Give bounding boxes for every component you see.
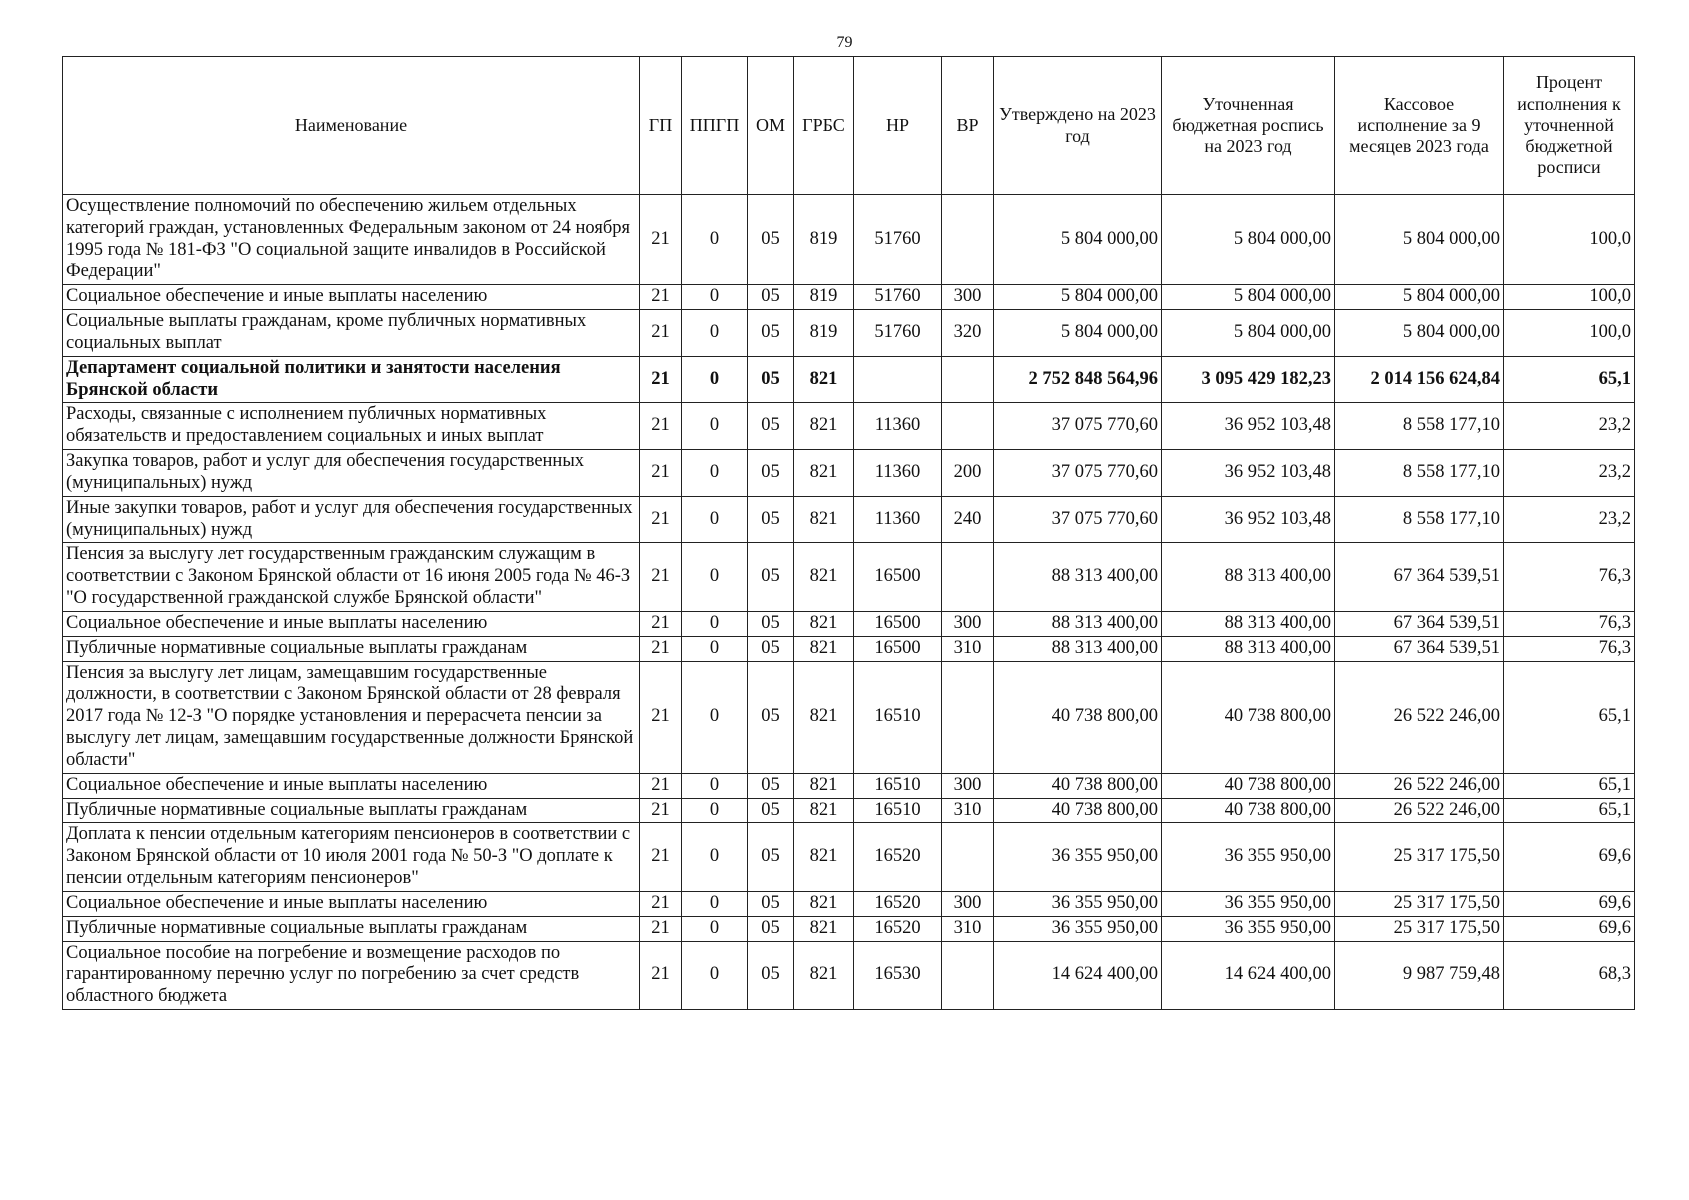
row-gp: 21 [640, 496, 682, 543]
row-name: Публичные нормативные социальные выплаты гражданам [63, 798, 640, 823]
row-name: Социальное обеспечение и иные выплаты населению [63, 611, 640, 636]
row-name: Иные закупки товаров, работ и услуг для обеспечения государственных (муниципальных) нужд [63, 496, 640, 543]
table-row [63, 636, 1635, 661]
row-refined: 40 738 800,00 [1162, 661, 1335, 773]
row-refined: 14 624 400,00 [1162, 941, 1335, 1009]
row-approved: 5 804 000,00 [994, 310, 1162, 357]
row-percent: 23,2 [1504, 450, 1635, 497]
row-ppgp: 0 [682, 285, 748, 310]
row-gp: 21 [640, 916, 682, 941]
row-percent: 69,6 [1504, 823, 1635, 891]
row-nr: 51760 [854, 310, 942, 357]
row-executed: 67 364 539,51 [1335, 611, 1504, 636]
row-grbs: 821 [794, 403, 854, 450]
row-executed: 5 804 000,00 [1335, 310, 1504, 357]
row-grbs: 821 [794, 611, 854, 636]
row-vr: 300 [942, 285, 994, 310]
row-grbs: 821 [794, 661, 854, 773]
row-ppgp: 0 [682, 916, 748, 941]
row-nr [854, 356, 942, 403]
row-name: Закупка товаров, работ и услуг для обеспечения государственных (муниципальных) нужд [63, 450, 640, 497]
row-nr: 11360 [854, 450, 942, 497]
row-nr: 16520 [854, 823, 942, 891]
row-executed: 67 364 539,51 [1335, 636, 1504, 661]
row-vr: 200 [942, 450, 994, 497]
row-nr: 51760 [854, 285, 942, 310]
column-header-approved: Утверждено на 2023 год [994, 57, 1162, 195]
row-gp: 21 [640, 661, 682, 773]
table-row [63, 195, 1635, 285]
row-vr: 320 [942, 310, 994, 357]
row-nr: 51760 [854, 195, 942, 285]
row-executed: 8 558 177,10 [1335, 450, 1504, 497]
row-nr: 16520 [854, 891, 942, 916]
row-ppgp: 0 [682, 450, 748, 497]
table-row [63, 611, 1635, 636]
row-ppgp: 0 [682, 798, 748, 823]
row-ppgp: 0 [682, 543, 748, 611]
table-row [63, 310, 1635, 357]
row-approved: 37 075 770,60 [994, 496, 1162, 543]
row-refined: 40 738 800,00 [1162, 773, 1335, 798]
row-approved: 36 355 950,00 [994, 916, 1162, 941]
row-approved: 2 752 848 564,96 [994, 356, 1162, 403]
row-executed: 8 558 177,10 [1335, 496, 1504, 543]
row-om: 05 [748, 773, 794, 798]
row-gp: 21 [640, 636, 682, 661]
row-vr: 310 [942, 798, 994, 823]
row-om: 05 [748, 891, 794, 916]
row-ppgp: 0 [682, 823, 748, 891]
row-refined: 5 804 000,00 [1162, 195, 1335, 285]
row-vr: 300 [942, 891, 994, 916]
row-gp: 21 [640, 611, 682, 636]
table-row [63, 356, 1635, 403]
column-header-percent: Процент исполнения к уточненной бюджетной росписи [1504, 57, 1635, 195]
table-row [63, 403, 1635, 450]
row-name: Публичные нормативные социальные выплаты гражданам [63, 916, 640, 941]
row-grbs: 821 [794, 941, 854, 1009]
row-om: 05 [748, 916, 794, 941]
row-approved: 88 313 400,00 [994, 611, 1162, 636]
row-percent: 69,6 [1504, 916, 1635, 941]
row-refined: 36 355 950,00 [1162, 823, 1335, 891]
row-percent: 65,1 [1504, 356, 1635, 403]
row-approved: 5 804 000,00 [994, 285, 1162, 310]
row-approved: 37 075 770,60 [994, 403, 1162, 450]
row-nr: 11360 [854, 403, 942, 450]
row-refined: 5 804 000,00 [1162, 285, 1335, 310]
table-row [63, 916, 1635, 941]
row-grbs: 821 [794, 496, 854, 543]
row-grbs: 821 [794, 823, 854, 891]
row-refined: 88 313 400,00 [1162, 611, 1335, 636]
row-percent: 65,1 [1504, 798, 1635, 823]
table-row [63, 661, 1635, 773]
column-header-om: ОМ [748, 57, 794, 195]
row-om: 05 [748, 496, 794, 543]
table-body [63, 195, 1635, 1010]
row-ppgp: 0 [682, 356, 748, 403]
row-refined: 88 313 400,00 [1162, 636, 1335, 661]
row-name: Доплата к пенсии отдельным категориям пенсионеров в соответствии с Законом Брянской области от 10 июля 2001 года № 50-З "О доплате к пенсии отдельным категориям пенсионеров" [63, 823, 640, 891]
table-row [63, 450, 1635, 497]
row-name: Расходы, связанные с исполнением публичных нормативных обязательств и предоставлением социальных и иных выплат [63, 403, 640, 450]
table-row [63, 543, 1635, 611]
row-refined: 36 952 103,48 [1162, 403, 1335, 450]
row-name: Публичные нормативные социальные выплаты гражданам [63, 636, 640, 661]
row-name: Пенсия за выслугу лет лицам, замещавшим государственные должности, в соответствии с Законом Брянской области от 28 февраля 2017 года № 12-З "О порядке установления и перерасчета пенсии за выслугу лет лицам, замещавшим государственные должности Брянской области" [63, 661, 640, 773]
row-approved: 37 075 770,60 [994, 450, 1162, 497]
row-percent: 100,0 [1504, 310, 1635, 357]
column-header-grbs: ГРБС [794, 57, 854, 195]
row-om: 05 [748, 823, 794, 891]
row-approved: 36 355 950,00 [994, 891, 1162, 916]
row-vr [942, 543, 994, 611]
row-ppgp: 0 [682, 891, 748, 916]
row-nr: 16500 [854, 543, 942, 611]
row-ppgp: 0 [682, 941, 748, 1009]
row-nr: 16530 [854, 941, 942, 1009]
row-om: 05 [748, 195, 794, 285]
row-nr: 16500 [854, 636, 942, 661]
row-percent: 23,2 [1504, 403, 1635, 450]
column-header-name: Наименование [63, 57, 640, 195]
row-executed: 9 987 759,48 [1335, 941, 1504, 1009]
row-approved: 40 738 800,00 [994, 661, 1162, 773]
row-vr [942, 661, 994, 773]
row-percent: 100,0 [1504, 195, 1635, 285]
column-header-nr: НР [854, 57, 942, 195]
row-name: Осуществление полномочий по обеспечению жильем отдельных категорий граждан, установленных Федеральным законом от 24 ноября 1995 года № 181-ФЗ "О социальной защите инвалидов в Российской Федерации" [63, 195, 640, 285]
row-executed: 8 558 177,10 [1335, 403, 1504, 450]
row-refined: 5 804 000,00 [1162, 310, 1335, 357]
row-nr: 16520 [854, 916, 942, 941]
row-percent: 68,3 [1504, 941, 1635, 1009]
row-percent: 65,1 [1504, 661, 1635, 773]
row-executed: 67 364 539,51 [1335, 543, 1504, 611]
row-grbs: 821 [794, 916, 854, 941]
table-row [63, 285, 1635, 310]
table-row [63, 823, 1635, 891]
column-header-ppgp: ППГП [682, 57, 748, 195]
row-percent: 65,1 [1504, 773, 1635, 798]
row-vr: 300 [942, 611, 994, 636]
row-refined: 36 355 950,00 [1162, 891, 1335, 916]
row-gp: 21 [640, 823, 682, 891]
row-ppgp: 0 [682, 403, 748, 450]
row-gp: 21 [640, 891, 682, 916]
row-refined: 36 952 103,48 [1162, 450, 1335, 497]
row-name: Пенсия за выслугу лет государственным гражданским служащим в соответствии с Законом Брянской области от 16 июня 2005 года № 46-З "О государственной гражданской службе Брянской области" [63, 543, 640, 611]
table-row [63, 891, 1635, 916]
row-approved: 40 738 800,00 [994, 798, 1162, 823]
column-header-refined: Уточненная бюджетная роспись на 2023 год [1162, 57, 1335, 195]
row-vr [942, 356, 994, 403]
table-row [63, 496, 1635, 543]
row-om: 05 [748, 543, 794, 611]
row-refined: 36 355 950,00 [1162, 916, 1335, 941]
row-nr: 16510 [854, 773, 942, 798]
row-approved: 88 313 400,00 [994, 636, 1162, 661]
row-gp: 21 [640, 285, 682, 310]
row-executed: 2 014 156 624,84 [1335, 356, 1504, 403]
budget-table [62, 56, 1635, 1010]
row-name: Социальное обеспечение и иные выплаты населению [63, 773, 640, 798]
row-gp: 21 [640, 450, 682, 497]
row-om: 05 [748, 611, 794, 636]
column-header-vr: ВР [942, 57, 994, 195]
row-approved: 5 804 000,00 [994, 195, 1162, 285]
row-ppgp: 0 [682, 496, 748, 543]
column-header-gp: ГП [640, 57, 682, 195]
row-approved: 14 624 400,00 [994, 941, 1162, 1009]
row-refined: 88 313 400,00 [1162, 543, 1335, 611]
row-grbs: 821 [794, 356, 854, 403]
row-gp: 21 [640, 798, 682, 823]
row-vr: 300 [942, 773, 994, 798]
row-grbs: 819 [794, 285, 854, 310]
row-grbs: 821 [794, 773, 854, 798]
row-ppgp: 0 [682, 195, 748, 285]
row-executed: 26 522 246,00 [1335, 773, 1504, 798]
row-ppgp: 0 [682, 773, 748, 798]
row-grbs: 821 [794, 543, 854, 611]
row-gp: 21 [640, 773, 682, 798]
row-name: Социальное обеспечение и иные выплаты населению [63, 891, 640, 916]
row-om: 05 [748, 941, 794, 1009]
row-vr: 310 [942, 916, 994, 941]
row-executed: 25 317 175,50 [1335, 916, 1504, 941]
row-ppgp: 0 [682, 611, 748, 636]
row-percent: 76,3 [1504, 611, 1635, 636]
row-refined: 40 738 800,00 [1162, 798, 1335, 823]
row-executed: 5 804 000,00 [1335, 285, 1504, 310]
row-grbs: 821 [794, 450, 854, 497]
row-nr: 16510 [854, 661, 942, 773]
row-gp: 21 [640, 403, 682, 450]
row-executed: 25 317 175,50 [1335, 891, 1504, 916]
row-executed: 26 522 246,00 [1335, 798, 1504, 823]
row-grbs: 821 [794, 798, 854, 823]
row-vr [942, 823, 994, 891]
row-gp: 21 [640, 543, 682, 611]
row-vr [942, 941, 994, 1009]
row-grbs: 819 [794, 310, 854, 357]
row-gp: 21 [640, 356, 682, 403]
row-om: 05 [748, 450, 794, 497]
row-percent: 23,2 [1504, 496, 1635, 543]
row-refined: 36 952 103,48 [1162, 496, 1335, 543]
row-name: Социальные выплаты гражданам, кроме публичных нормативных социальных выплат [63, 310, 640, 357]
row-grbs: 821 [794, 636, 854, 661]
column-header-executed: Кассовое исполнение за 9 месяцев 2023 года [1335, 57, 1504, 195]
row-grbs: 819 [794, 195, 854, 285]
row-percent: 69,6 [1504, 891, 1635, 916]
row-ppgp: 0 [682, 636, 748, 661]
row-gp: 21 [640, 941, 682, 1009]
row-vr [942, 195, 994, 285]
row-nr: 11360 [854, 496, 942, 543]
table-row [63, 773, 1635, 798]
row-grbs: 821 [794, 891, 854, 916]
row-executed: 26 522 246,00 [1335, 661, 1504, 773]
row-om: 05 [748, 403, 794, 450]
row-approved: 40 738 800,00 [994, 773, 1162, 798]
row-approved: 36 355 950,00 [994, 823, 1162, 891]
row-refined: 3 095 429 182,23 [1162, 356, 1335, 403]
row-ppgp: 0 [682, 310, 748, 357]
table-header-row [63, 57, 1635, 195]
row-percent: 76,3 [1504, 636, 1635, 661]
row-approved: 88 313 400,00 [994, 543, 1162, 611]
row-om: 05 [748, 661, 794, 773]
row-name: Социальное обеспечение и иные выплаты населению [63, 285, 640, 310]
row-ppgp: 0 [682, 661, 748, 773]
row-om: 05 [748, 310, 794, 357]
row-name: Департамент социальной политики и занятости населения Брянской области [63, 356, 640, 403]
row-om: 05 [748, 636, 794, 661]
row-om: 05 [748, 356, 794, 403]
row-executed: 25 317 175,50 [1335, 823, 1504, 891]
row-nr: 16500 [854, 611, 942, 636]
row-gp: 21 [640, 195, 682, 285]
row-executed: 5 804 000,00 [1335, 195, 1504, 285]
row-name: Социальное пособие на погребение и возмещение расходов по гарантированному перечню услуг по погребению за счет средств областного бюджета [63, 941, 640, 1009]
table-row [63, 798, 1635, 823]
row-gp: 21 [640, 310, 682, 357]
row-percent: 100,0 [1504, 285, 1635, 310]
row-vr [942, 403, 994, 450]
row-om: 05 [748, 285, 794, 310]
row-vr: 240 [942, 496, 994, 543]
page-number: 79 [836, 34, 853, 51]
row-om: 05 [748, 798, 794, 823]
row-nr: 16510 [854, 798, 942, 823]
row-vr: 310 [942, 636, 994, 661]
row-percent: 76,3 [1504, 543, 1635, 611]
table-row [63, 941, 1635, 1009]
